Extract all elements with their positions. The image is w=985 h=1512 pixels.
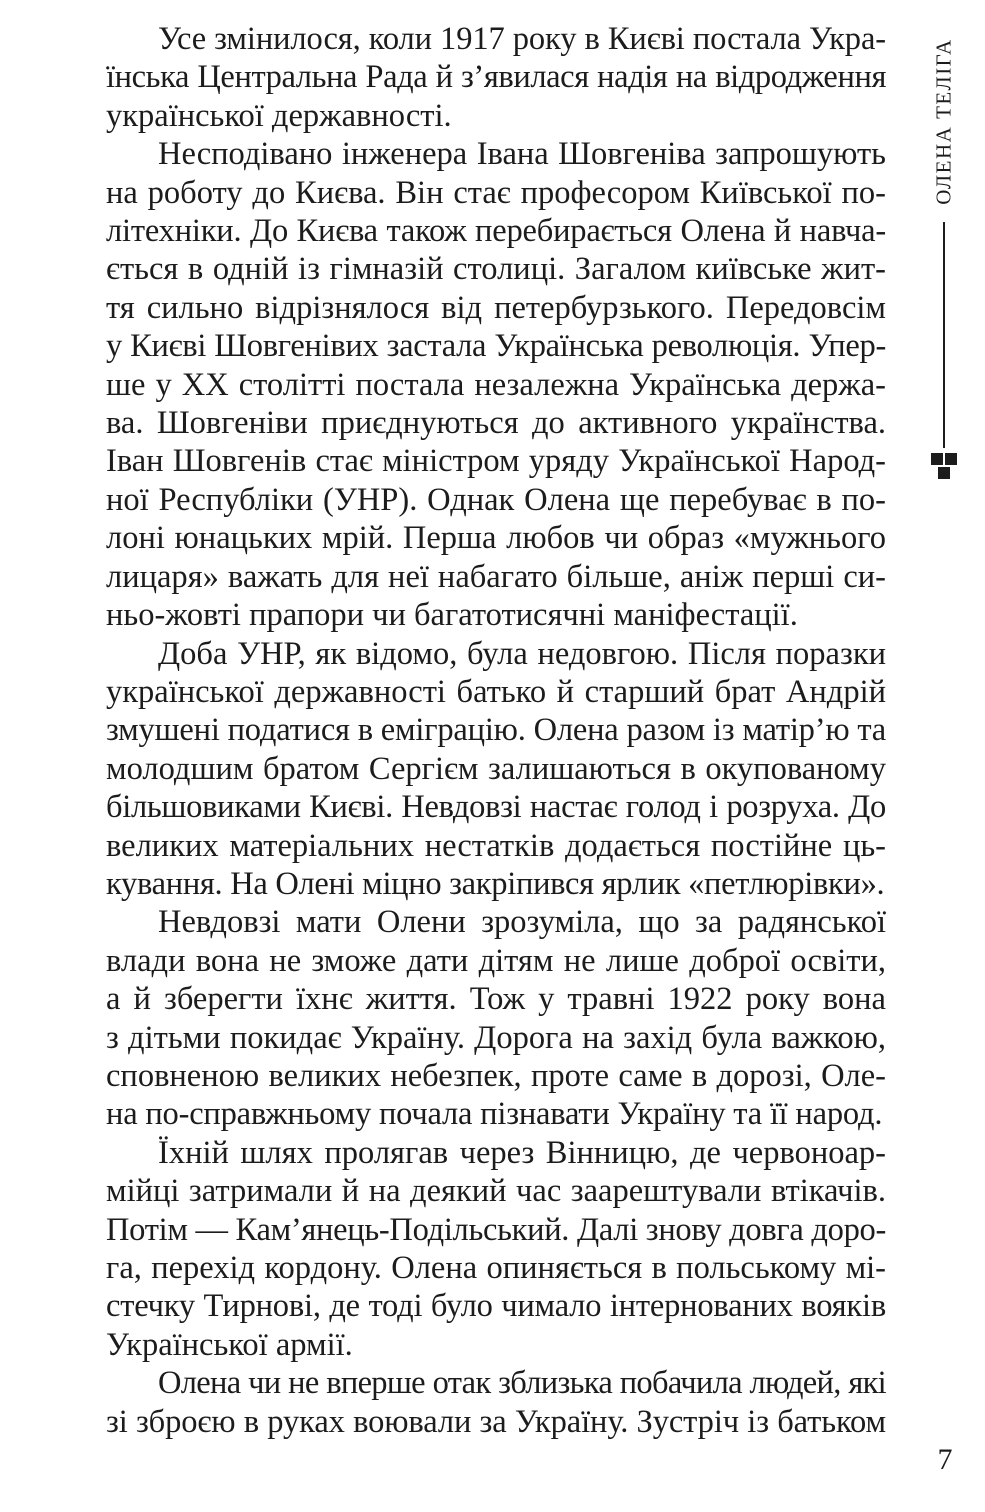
paragraph xyxy=(106,1364,886,1441)
text-line: на по-справжньому почала пізнавати Україну та її народ. xyxy=(106,1096,883,1133)
text-line: стечку Тирнові, де тоді було чимало інтернованих вояків xyxy=(106,1288,886,1325)
text-line: у Києві Шовгенівих застала Українська революція. Упер- xyxy=(106,328,886,365)
text-line: Несподівано інженера Івана Шовгеніва запрошують xyxy=(158,136,886,173)
text-line: а й зберегти їхнє життя. Тож у травні 1922 року вона xyxy=(106,981,886,1018)
text-line: ва. Шовгеніви приєднуються до активного українства. xyxy=(106,405,886,442)
text-line: га, перехід кордону. Олена опиняється в польському мі- xyxy=(106,1250,886,1286)
text-line: української державності батько й старший брат Андрій xyxy=(106,673,886,710)
text-line: на роботу до Києва. Він стає професором Київської по- xyxy=(106,174,886,211)
text-line: сповненою великих небезпек, проте саме в дорозі, Оле- xyxy=(106,1057,886,1094)
text-line: української державності. xyxy=(106,97,452,134)
text-line: з дітьми покидає Україну. Дорога на захід була важкою, xyxy=(106,1019,886,1056)
paragraph xyxy=(106,20,886,135)
text-line: влади вона не зможе дати дітям не лише доброї освіти, xyxy=(106,942,886,979)
paragraph xyxy=(106,903,886,1133)
text-line: ної Республіки (УНР). Однак Олена ще перебуває в по- xyxy=(106,481,886,518)
text-line: змушені податися в еміграцію. Олена разом із матір’ю та xyxy=(106,712,886,749)
text-line: Олена чи не вперше отак зблизька побачила людей, які xyxy=(158,1365,886,1402)
text-line: їнська Центральна Рада й з’явилася надія на відродження xyxy=(106,59,886,96)
paragraph xyxy=(106,635,886,904)
text-line: Іван Шовгенів стає міністром уряду Української Народ- xyxy=(106,443,886,480)
paragraph xyxy=(106,135,886,634)
running-title-text: ОЛЕНА ТЕЛІГА xyxy=(931,37,956,205)
text-line: ньо-жовті прапори чи багатотисячні маніфестації. xyxy=(106,597,798,634)
text-line: Потім — Кам’янець-Подільський. Далі знову довга доро- xyxy=(106,1211,886,1248)
text-line: Усе змінилося, коли 1917 року в Києві постала Укра- xyxy=(158,21,886,57)
text-line: більшовиками Києві. Невдовзі настає голод і розруха. До xyxy=(106,789,886,826)
text-line: ється в одній із гімназій столиці. Загалом київське жит- xyxy=(106,251,886,288)
text-line: Невдовзі мати Олени зрозуміла, що за радянської xyxy=(158,904,886,941)
text-line: зі зброєю в руках воювали за Україну. Зустріч із батьком xyxy=(106,1403,886,1440)
running-title xyxy=(926,26,962,216)
text-line: лицаря» важать для неї набагато більше, аніж перші си- xyxy=(106,558,886,595)
text-line: лоні юнацьких мрій. Перша любов чи образ «мужнього xyxy=(106,520,886,557)
square-ornament-icon xyxy=(930,452,958,480)
page-number: 7 xyxy=(937,1443,953,1476)
body-text xyxy=(106,20,886,1441)
text-line: Їхній шлях пролягав через Вінницю, де червоноар- xyxy=(158,1134,886,1171)
text-line: мійці затримали й на деякий час заарештували втікачів. xyxy=(106,1173,886,1210)
text-line: Української армії. xyxy=(106,1326,353,1363)
text-line: тя сильно відрізнялося від петербурзького. Передовсім xyxy=(106,289,886,326)
text-line: великих матеріальних нестатків додається постійне ць- xyxy=(106,827,886,864)
text-line: Доба УНР, як відомо, була недовгою. Після поразки xyxy=(158,635,886,672)
paragraph xyxy=(106,1134,886,1364)
text-line: кування. На Олені міцно закріпився ярлик «петлюрівки». xyxy=(106,865,885,902)
text-line: ше у ХХ столітті постала незалежна Українська держа- xyxy=(106,366,886,403)
vertical-rule xyxy=(943,222,945,448)
text-line: молодшим братом Сергієм залишаються в окупованому xyxy=(106,750,886,787)
text-line: літехніки. До Києва також перебирається Олена й навча- xyxy=(106,213,886,250)
